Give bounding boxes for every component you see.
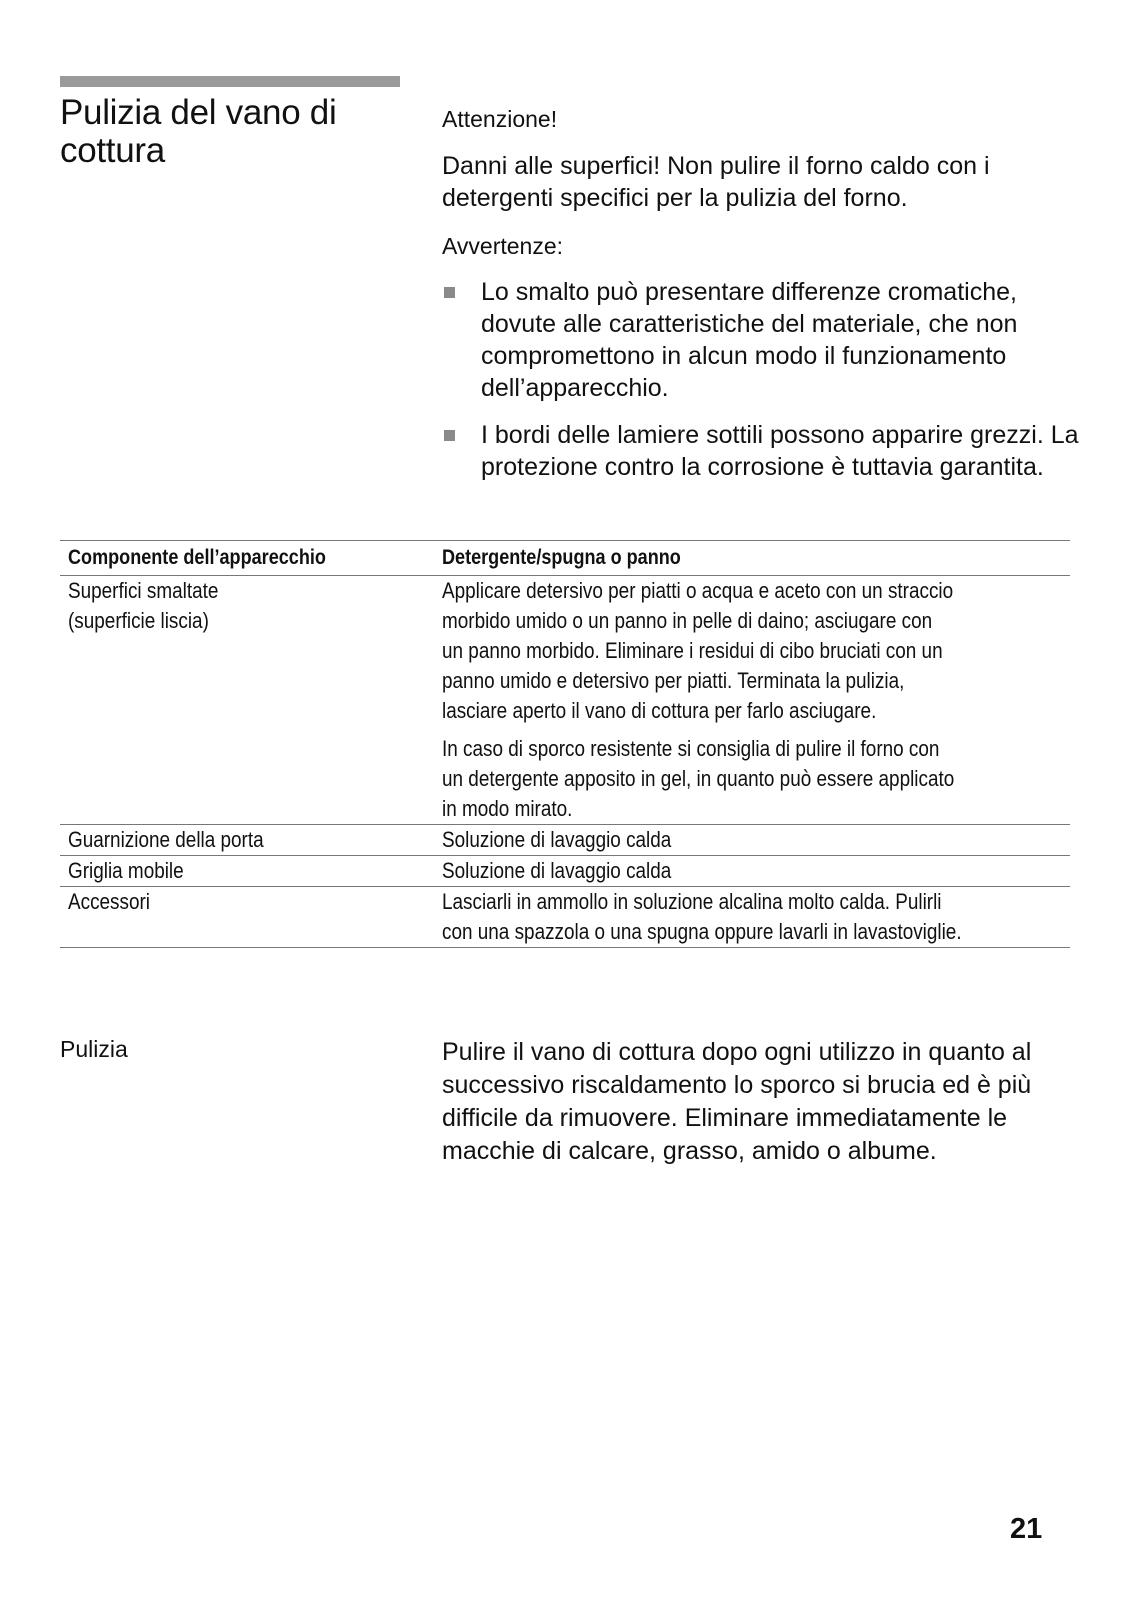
cleaner-line: In caso di sporco resistente si consiglia di pulire il forno con: [442, 736, 940, 761]
table-row: [60, 575, 1070, 824]
component-line: (superficie liscia): [68, 608, 209, 633]
cleaner-line: un detergente apposito in gel, in quanto può essere applicato: [442, 766, 955, 791]
component-line: Superfici smaltate: [68, 578, 219, 603]
section-title: Pulizia del vano di cottura: [60, 93, 337, 170]
table-row: [60, 824, 1070, 855]
pulizia-text: Pulire il vano di cottura dopo ogni utilizzo in quanto al successivo riscaldamento lo sporco si brucia ed è più difficile da rimuovere. Eliminare immediatamente le macchie di calcare, grasso, amido o albume.: [442, 1038, 1032, 1165]
cleaning-table: [60, 540, 1070, 948]
cleaner-cell: [442, 576, 1070, 824]
notes-heading: Avvertenze:: [442, 233, 564, 259]
cleaner-line: Applicare detersivo per piatti o acqua e aceto con un straccio: [442, 578, 954, 603]
attention-text: Danni alle superfici! Non pulire il forno caldo con i detergenti specifici per la pulizia del forno.: [442, 152, 990, 212]
column-header-cleaner: Detergente/spugna o panno: [442, 546, 681, 569]
cleaner-line: un panno morbido. Eliminare i residui di cibo bruciati con un: [442, 638, 943, 663]
notes-list: [442, 276, 1082, 498]
cleaner-line: Lasciarli in ammollo in soluzione alcalina molto calda. Pulirli: [442, 889, 942, 914]
note-text: I bordi delle lamiere sottili possono apparire grezzi. La protezione contro la corrosione è tuttavia garantita.: [481, 421, 1079, 481]
cleaner-paragraph: [442, 734, 1060, 824]
component-cell: Guarnizione della porta: [68, 827, 264, 852]
page-number: 21: [1010, 1513, 1043, 1545]
component-cell: Griglia mobile: [68, 858, 184, 883]
cleaner-line: lasciare aperto il vano di cottura per farlo asciugare.: [442, 698, 877, 723]
cleaner-cell: Soluzione di lavaggio calda: [442, 858, 672, 883]
table-row: [60, 855, 1070, 886]
cleaner-paragraph: [442, 576, 1060, 726]
column-header-component: Componente dell’apparecchio: [68, 546, 326, 569]
cleaner-cell: Soluzione di lavaggio calda: [442, 827, 672, 852]
pulizia-label: Pulizia: [60, 1036, 128, 1062]
cleaner-cell: [442, 887, 1070, 947]
cleaner-line: con una spazzola o una spugna oppure lavarli in lavastoviglie.: [442, 919, 962, 944]
component-cell: Accessori: [68, 889, 151, 914]
note-text: Lo smalto può presentare differenze cromatiche, dovute alle caratteristiche del materiale, che non compromettono in alcun modo il funzionamento dell’apparecchio.: [481, 278, 1018, 402]
attention-heading: Attenzione!: [442, 106, 558, 132]
square-bullet-icon: [444, 287, 455, 298]
table-row: [60, 886, 1070, 948]
cleaner-line: in modo mirato.: [442, 796, 573, 821]
section-rule: [60, 76, 400, 87]
component-cell: [60, 576, 442, 824]
cleaner-line: morbido umido o un panno in pelle di daino; asciugare con: [442, 608, 933, 633]
square-bullet-icon: [444, 430, 455, 441]
list-item: [442, 419, 1082, 483]
table-header-row: [60, 540, 1070, 575]
cleaner-line: panno umido e detersivo per piatti. Terminata la pulizia,: [442, 668, 905, 693]
list-item: [442, 276, 1082, 404]
